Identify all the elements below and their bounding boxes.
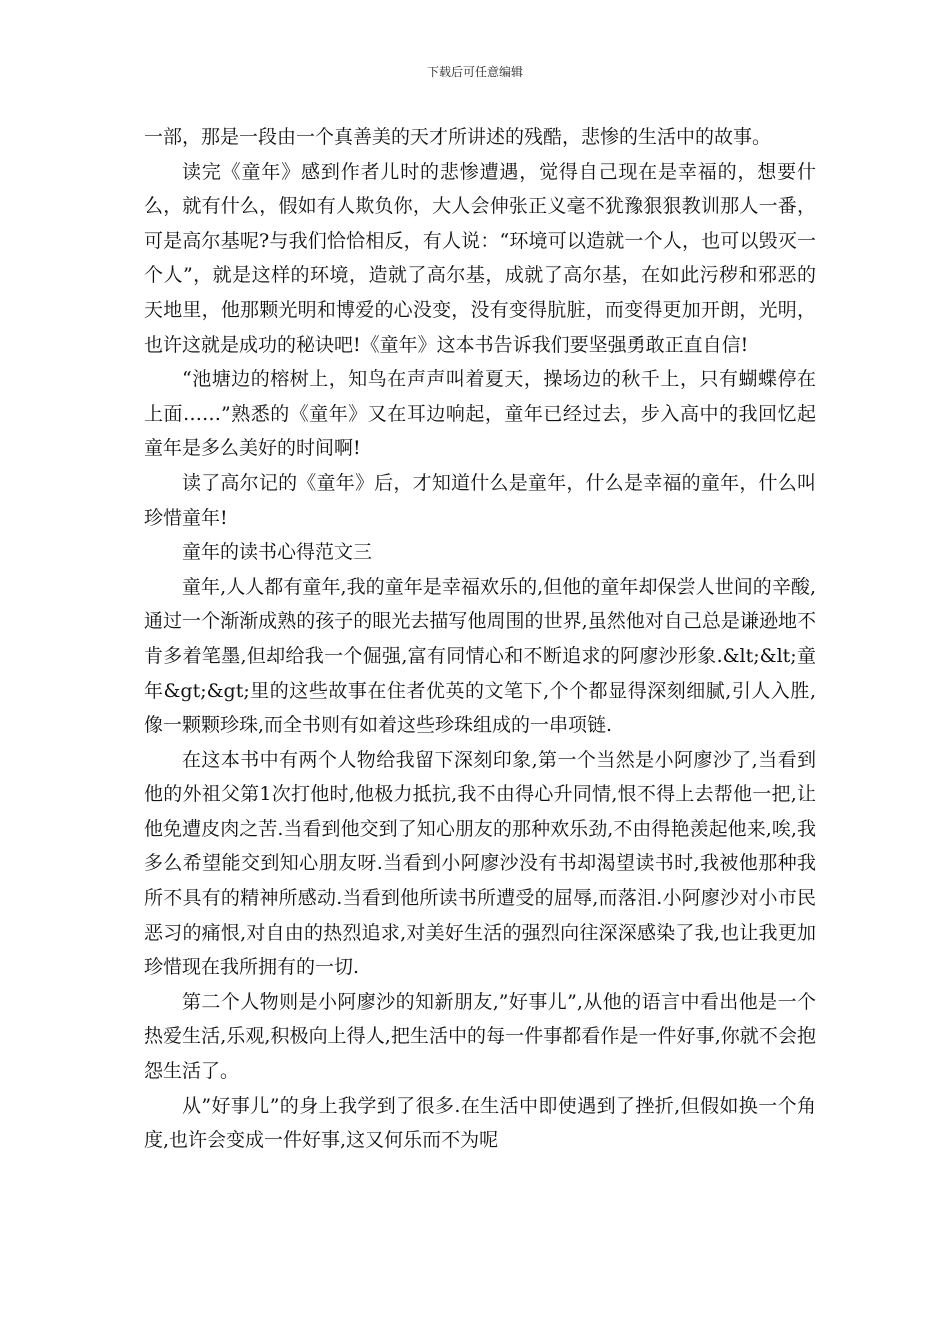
paragraph-8: 从”好事儿”的身上我学到了很多.在生活中即使遇到了挫折,但假如换一个角度,也许会变成一件好事,这又何乐而不为呢 — [144, 1094, 816, 1152]
page-header: 下载后可任意编辑 — [426, 65, 523, 79]
paragraph-6: 在这本书中有两个人物给我留下深刻印象,第一个当然是小阿廖沙了,当看到他的外祖父第1次打他时,他极力抵抗,我不由得心升同情,恨不得上去帮他一把,让他免遭皮肉之苦.当看到他交到了知心朋友的那种欢乐劲,不由得艳羡起他来,唉,我多么希望能交到知心朋友呀.当看到小阿廖沙没有书却渴望读书时,我被他那种我所不具有的精神所感动.当看到他所读书所遭受的屈辱,而落泪.小阿廖沙对小市民恶习的痛恨,对自由的热烈追求,对美好生活的强烈向往深深感染了我,也让我更加珍惜现在我所拥有的一切. — [144, 748, 816, 979]
paragraph-7: 第二个人物则是小阿廖沙的知新朋友,”好事儿”,从他的语言中看出他是一个热爱生活,乐观,积极向上得人,把生活中的每一件事都看作是一件好事,你就不会抱怨生活了。 — [144, 990, 816, 1083]
paragraph-3: “池塘边的榕树上，知鸟在声声叫着夏天，操场边的秋千上，只有蝴蝶停在上面……”熟悉的《童年》又在耳边响起，童年已经过去，步入高中的我回忆起童年是多么美好的时间啊! — [144, 368, 816, 460]
paragraph-2: 读完《童年》感到作者儿时的悲惨遭遇，觉得自己现在是幸福的，想要什么，就有什么，假如有人欺负你，大人会伸张正义毫不犹豫狠狠教训那人一番，可是高尔基呢?与我们恰恰相反，有人说：“环境可以造就一个人，也可以毁灭一个人”，就是这样的环境，造就了高尔基，成就了高尔基，在如此污秽和邪恶的天地里，他那颗光明和博爱的心没变，没有变得肮脏，而变得更加开朗，光明，也许这就是成功的秘诀吧!《童年》这本书告诉我们要坚强勇敢正直自信! — [144, 160, 816, 356]
document-body — [144, 120, 816, 1158]
section-heading: 童年的读书心得范文三 — [182, 541, 373, 564]
paragraph-5: 童年,人人都有童年,我的童年是幸福欢乐的,但他的童年却保尝人世间的辛酸,通过一个渐渐成熟的孩子的眼光去描写他周围的世界,虽然他对自己总是谦逊地不肯多着笔墨,但却给我一个倔强,富有同情心和不断追求的阿廖沙形象.&lt;&lt;童年&gt;&gt;里的这些故事在住者优英的文笔下,个个都显得深刻细腻,引人入胜,像一颗颗珍珠,而全书则有如着这些珍珠组成的一串项链. — [144, 575, 816, 737]
paragraph-4: 读了高尔记的《童年》后，才知道什么是童年，什么是幸福的童年，什么叫珍惜童年! — [144, 471, 816, 529]
paragraph-1: 一部，那是一段由一个真善美的天才所讲述的残酷，悲惨的生活中的故事。 — [144, 126, 772, 148]
